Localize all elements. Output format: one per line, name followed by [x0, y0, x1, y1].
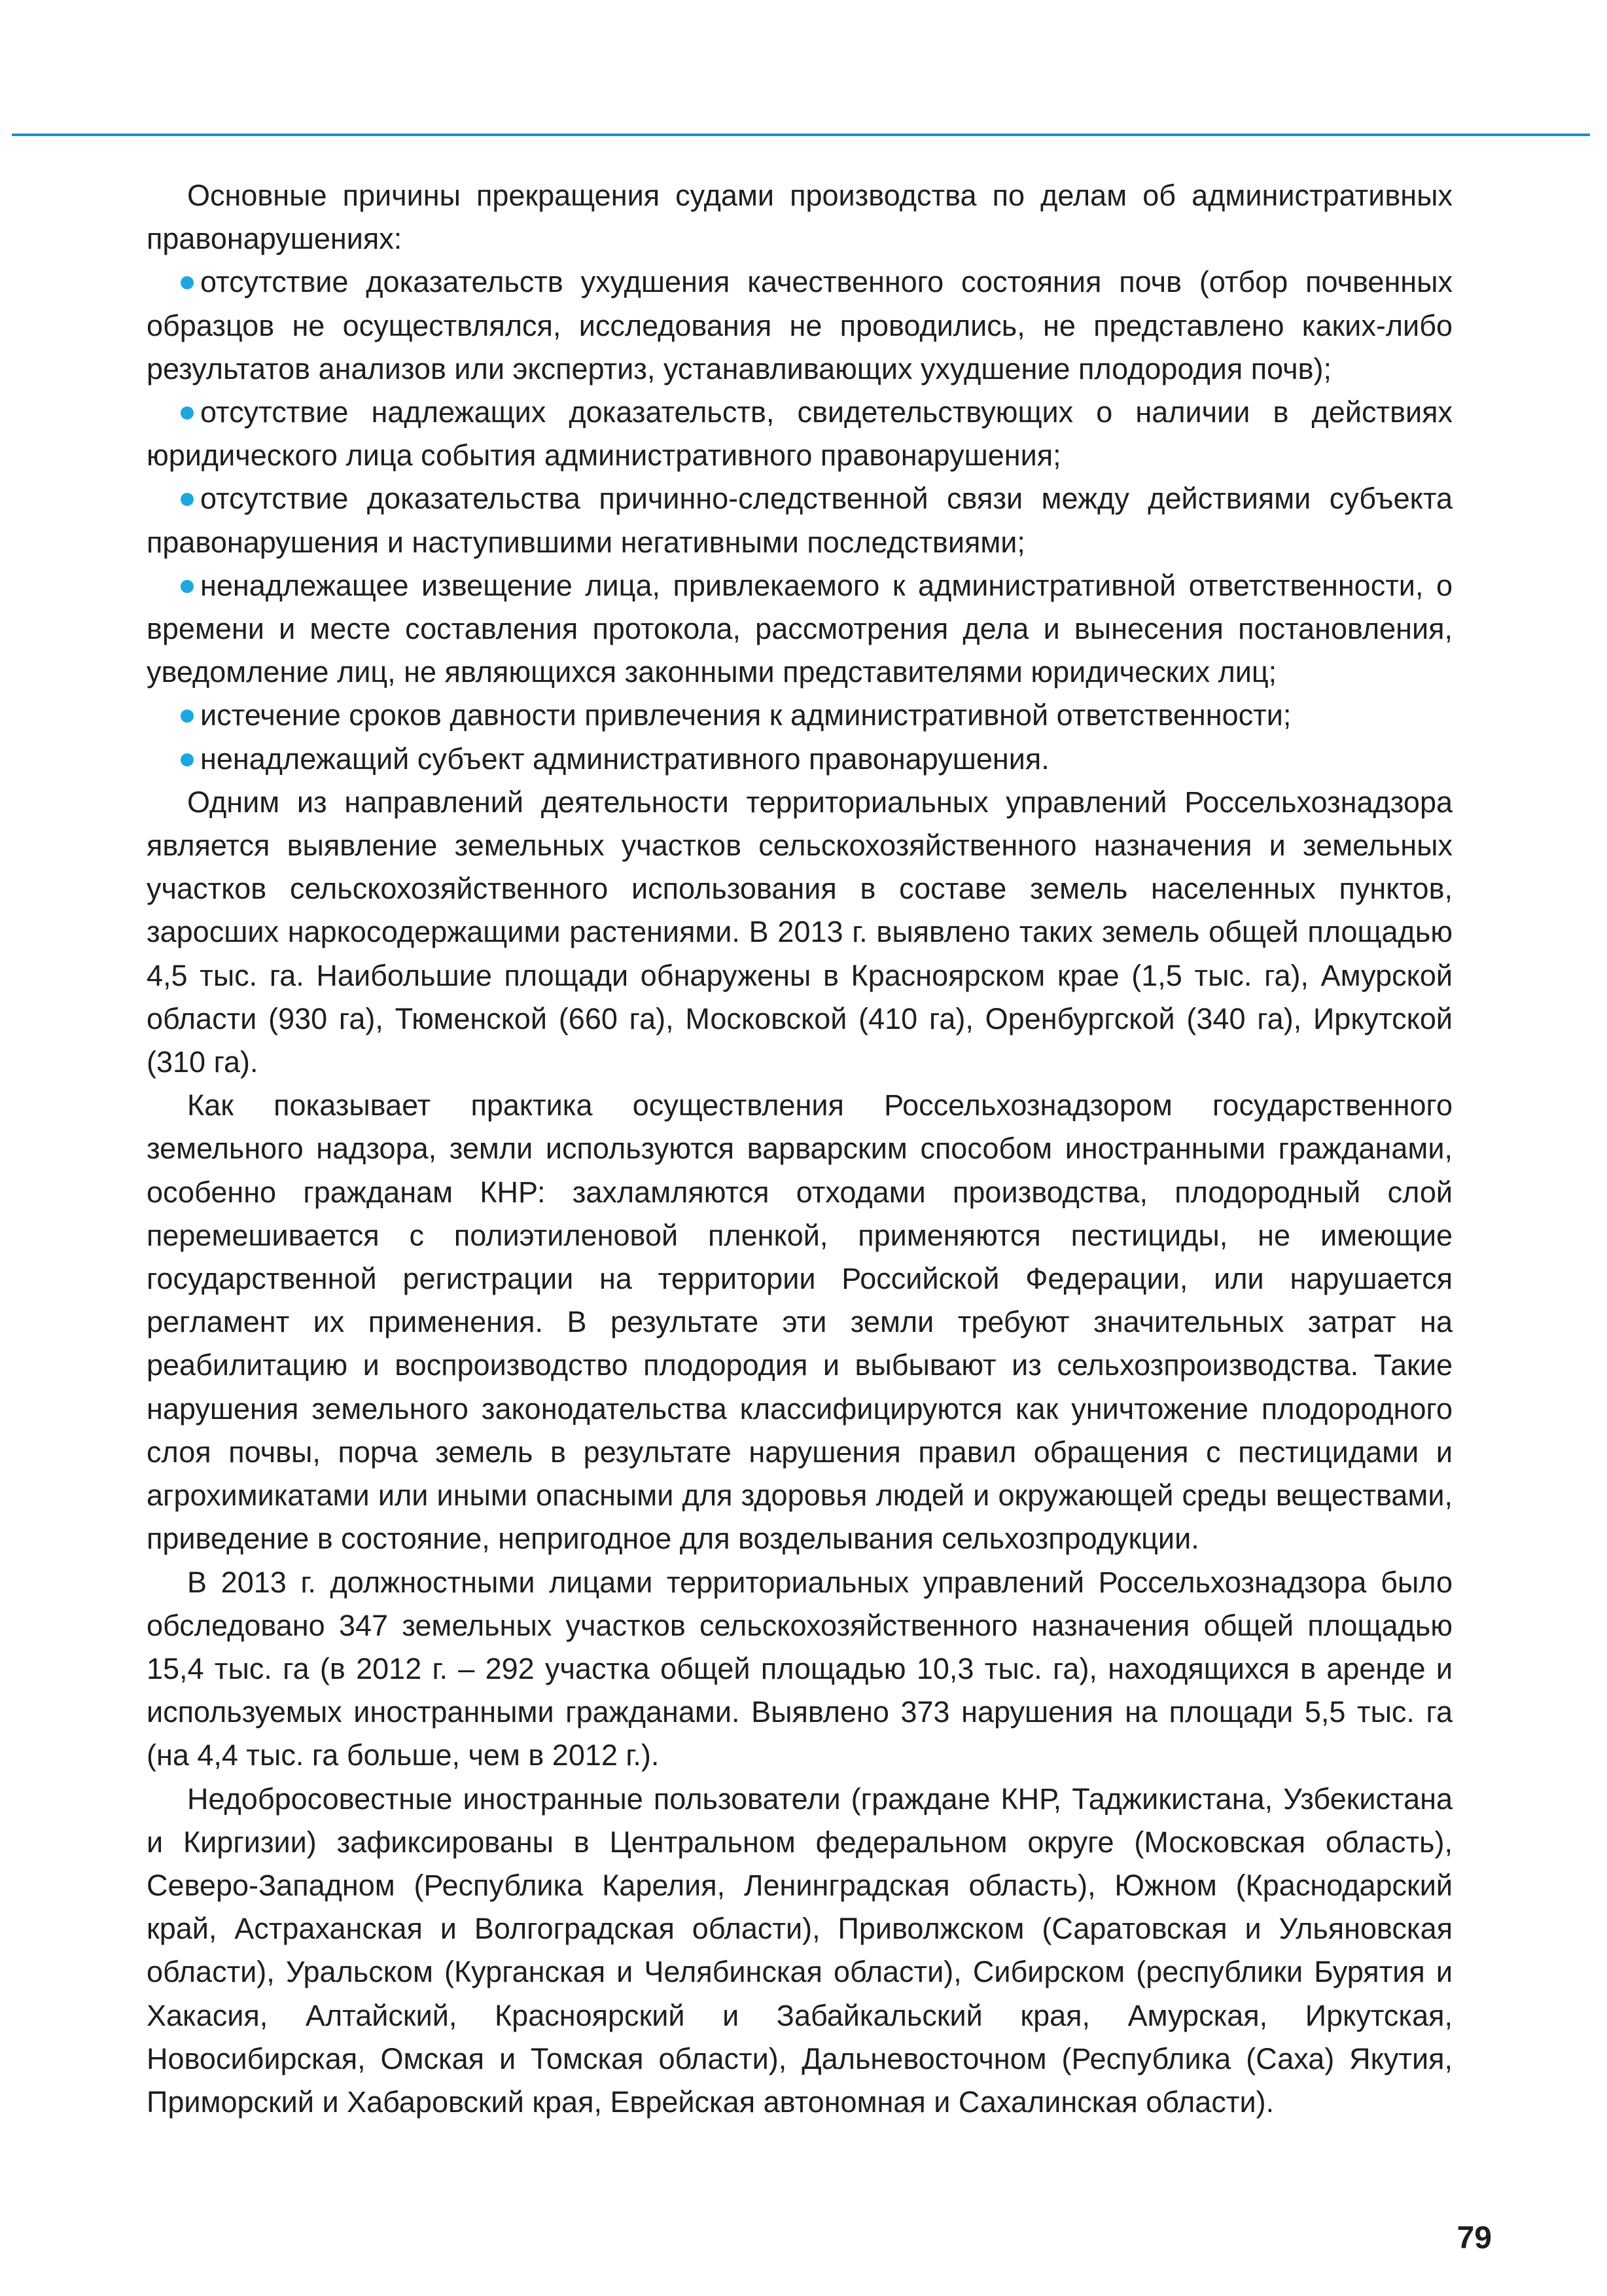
bullet-icon: [181, 709, 194, 723]
bullet-icon: [181, 493, 194, 506]
bullet-icon: [181, 276, 194, 289]
list-item: [147, 391, 1453, 477]
list-item-text: ненадлежащее извещение лица, привлекаемого к административной ответственности, о времени и месте составления протокола, рассмотрения дела и вынесения постановления, уведомление лиц, не являющихся законными представителями юридических лиц;: [147, 568, 1453, 689]
bullet-icon: [181, 406, 194, 420]
list-item: [147, 564, 1453, 694]
bullet-icon: [181, 753, 194, 766]
list-item-text: отсутствие доказательств ухудшения качественного состояния почв (отбор почвенных образцов не осуществлялся, исследования не проводились, не представлено каких-либо результатов анализов или экспертиз, устанавливающих ухудшение плодородия почв);: [147, 265, 1453, 386]
page-number: 79: [1457, 2221, 1492, 2255]
bullet-icon: [181, 580, 194, 593]
list-item: [147, 694, 1453, 737]
intro-paragraph: Основные причины прекращения судами производства по делам об административных правонарушениях:: [147, 179, 1453, 256]
header-rule: [12, 134, 1590, 136]
paragraph-foreign-usage: Как показывает практика осуществления Россельхознадзором государственного земельного надзора, земли используются варварским способом иностранными гражданами, особенно гражданам КНР: захламляются отходами производства, плодородный слой перемешивается с полиэтиленовой пленкой, применяются пестициды, не имеющие государственной регистрации на территории Российской Федерации, или нарушается регламент их применения. В результате эти земли требуют значительных затрат на реабилитацию и воспроизводство плодородия и выбывают из сельхозпроизводства. Такие нарушения земельного законодательства классифицируются как уничтожение плодородного слоя почвы, порча земель в результате нарушения правил обращения с пестицидами и агрохимикатами или иными опасными для здоровья людей и окружающей среды веществами, приведение в состояние, непригодное для возделывания сельхозпродукции.: [147, 1088, 1453, 1556]
list-item: [147, 738, 1453, 781]
body-text: [147, 174, 1453, 2124]
paragraph-inspections-2013: В 2013 г. должностными лицами территориальных управлений Россельхознадзора было обследовано 347 земельных участков сельскохозяйственного назначения общей площадью 15,4 тыс. га (в 2012 г. – 292 участка общей площадью 10,3 тыс. га), находящихся в аренде и используемых иностранными гражданами. Выявлено 373 нарушения на площади 5,5 тыс. га (на 4,4 тыс. га больше, чем в 2012 г.).: [147, 1565, 1453, 1772]
list-item-text: отсутствие доказательства причинно-следственной связи между действиями субъекта правонарушения и наступившими негативными последствиями;: [147, 482, 1453, 559]
paragraph-regions: Недобросовестные иностранные пользователи (граждане КНР, Таджикистана, Узбекистана и Киргизии) зафиксированы в Центральном федеральном округе (Московская область), Северо-Западном (Республика Карелия, Ленинградская область), Южном (Краснодарский край, Астраханская и Волгоградская области), Приволжском (Саратовская и Ульяновская области), Уральском (Курганская и Челябинская области), Сибирском (республики Бурятия и Хакасия, Алтайский, Красноярский и Забайкальский края, Амурская, Иркутская, Новосибирская, Омская и Томская области), Дальневосточном (Республика (Саха) Якутия, Приморский и Хабаровский края, Еврейская автономная и Сахалинская области).: [147, 1782, 1453, 2119]
paragraph-drug-plants: Одним из направлений деятельности территориальных управлений Россельхознадзора является выявление земельных участков сельскохозяйственного назначения и земельных участков сельскохозяйственного использования в составе земель населенных пунктов, заросших наркосодержащими растениями. В 2013 г. выявлено таких земель общей площадью 4,5 тыс. га. Наибольшие площади обнаружены в Красноярском крае (1,5 тыс. га), Амурской области (930 га), Тюменской (660 га), Московской (410 га), Оренбургской (340 га), Иркутской (310 га).: [147, 785, 1453, 1079]
list-item: [147, 477, 1453, 564]
list-item-text: ненадлежащий субъект административного правонарушения.: [200, 742, 1050, 776]
list-item: [147, 260, 1453, 391]
list-item-text: истечение сроков давности привлечения к административной ответственности;: [200, 698, 1292, 732]
list-item-text: отсутствие надлежащих доказательств, свидетельствующих о наличии в действиях юридического лица события административного правонарушения;: [147, 395, 1453, 473]
